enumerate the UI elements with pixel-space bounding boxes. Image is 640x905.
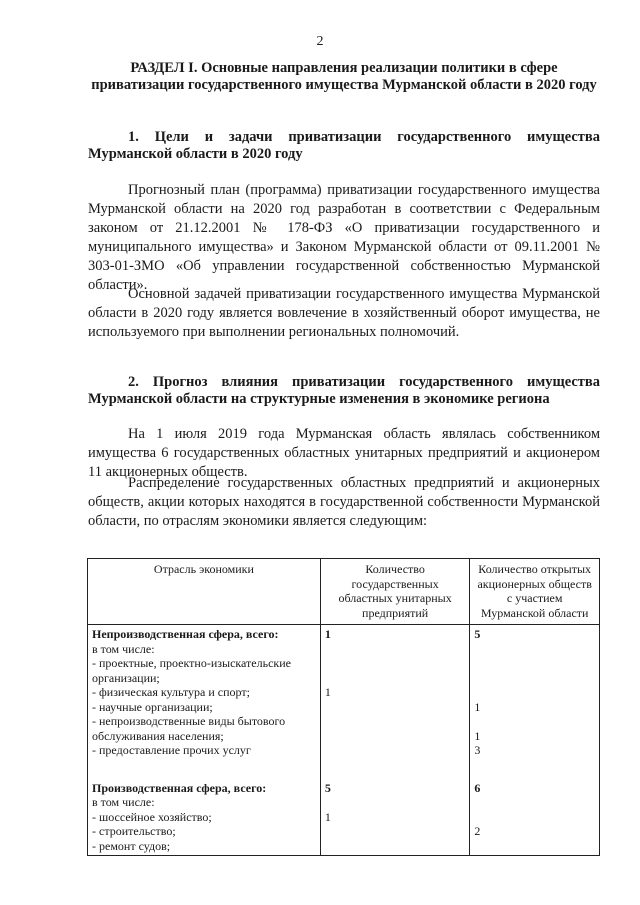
nonprod-title: Непроизводственная сфера, всего: <box>92 627 279 641</box>
paragraph-distribution: Распределение государственных областных предприятий и акционерных обществ, акции которых находятся в государственной собственности Мурманской области, по отраслям экономики является следующим: <box>88 475 600 529</box>
nonprod-item-sport: - физическая культура и спорт; <box>92 685 250 699</box>
nonprod-including: в том числе: <box>92 641 155 656</box>
paragraph-main-task: Основной задачей приватизации государственного имущества Мурманской области в 2020 году является вовлечение в хозяйственный оборот имущества, не используемого при выполнении региональных полномочий. <box>88 286 600 340</box>
paragraph-ownership: На 1 июля 2019 года Мурманская область являлась собственником имущества 6 государственных областных унитарных предприятий и акционером 11 акционерных обществ. <box>88 426 600 480</box>
prod-item-roads: - шоссейное хозяйство; <box>92 809 212 824</box>
nonprod-item-other: - предоставление прочих услуг <box>92 743 251 757</box>
prod-including: в том числе: <box>92 795 155 809</box>
header-sector: Отрасль экономики <box>88 559 321 625</box>
prod-item-ship-repair: - ремонт судов; <box>92 838 171 853</box>
prod-total-enterprises: 5 <box>324 780 331 795</box>
nonprod-item-design: - проектные, проектно-изыскательские организации; <box>92 656 291 685</box>
section-title: РАЗДЕЛ I. Основные направления реализации политики в сфере приватизации государственного имущества Мурманской области в 2020 году <box>91 60 597 93</box>
prod-total-jsc: 6 <box>474 780 481 795</box>
sector-column <box>88 625 321 856</box>
prod-item-construction: - строительство; <box>92 824 176 838</box>
jsc-column <box>470 625 600 856</box>
subsection-2-title: 2. Прогноз влияния приватизации государственного имущества Мурманской области на структурные изменения в экономике региона <box>88 374 600 407</box>
nonprod-total-enterprises: 1 <box>324 627 331 641</box>
nonprod-item-household: - непроизводственные виды бытового обслуживания населения; <box>92 714 286 743</box>
sector-distribution-table <box>87 558 600 856</box>
construction-jsc: 2 <box>474 824 481 838</box>
header-enterprises: Количество государственных областных унитарных предприятий <box>320 559 470 625</box>
nonprod-total-jsc: 5 <box>474 627 481 641</box>
roads-enterprises: 1 <box>324 809 331 824</box>
household-jsc: 1 <box>474 728 481 743</box>
header-jsc: Количество открытых акционерных обществ с участием Мурманской области <box>470 559 600 625</box>
page-number: 2 <box>316 34 324 49</box>
nonprod-item-science: - научные организации; <box>92 699 213 714</box>
prod-title: Производственная сфера, всего: <box>92 780 267 795</box>
sport-enterprises: 1 <box>324 685 331 699</box>
table-header-row <box>88 559 600 625</box>
enterprises-column <box>320 625 470 856</box>
paragraph-plan-basis: Прогнозный план (программа) приватизации государственного имущества Мурманской области на 2020 год разработан в соответствии с Федеральным законом от 21.12.2001 № 178-ФЗ «О приватизации государственного и муниципального имущества» и Законом Мурманской области от 09.11.2001 № 303-01-ЗМО «Об управлении государственной собственностью Мурманской области». <box>88 182 600 293</box>
table-body-row <box>88 625 600 856</box>
other-services-jsc: 3 <box>474 743 481 757</box>
subsection-1-title: 1. Цели и задачи приватизации государственного имущества Мурманской области в 2020 году <box>88 129 600 162</box>
science-jsc: 1 <box>474 699 481 714</box>
